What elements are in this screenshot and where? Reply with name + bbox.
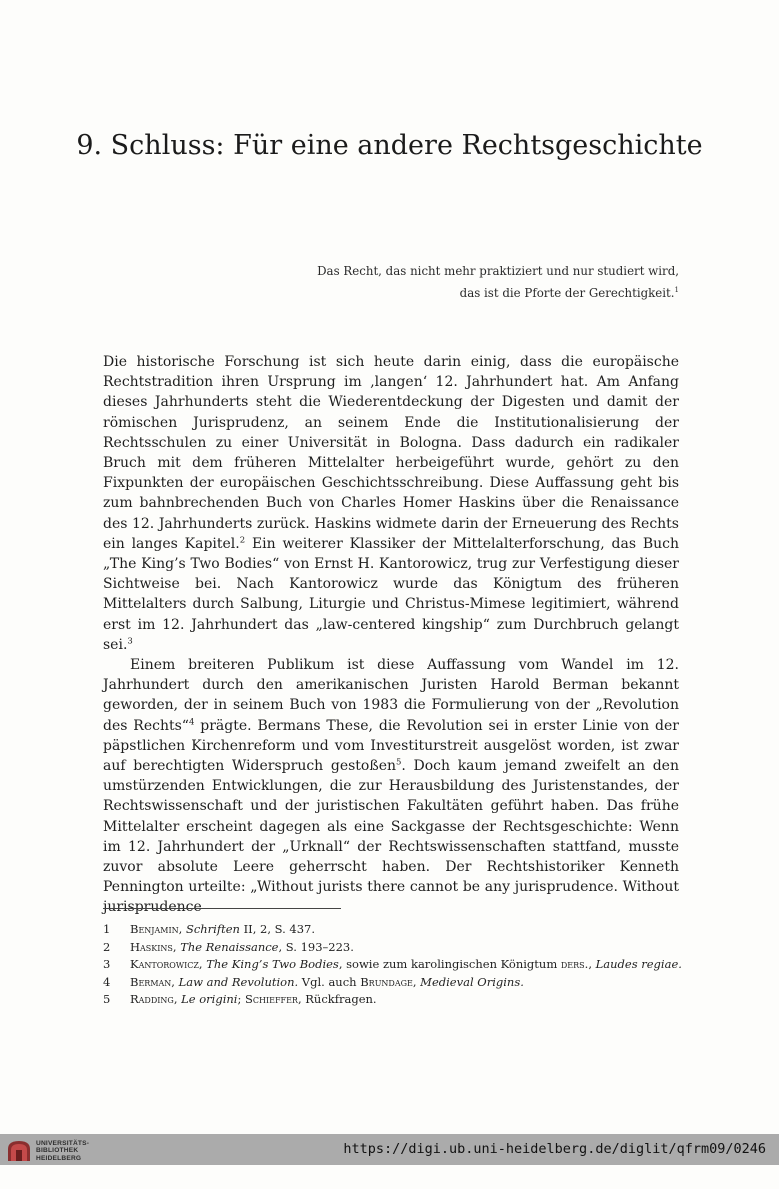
footnote-number: 1: [103, 922, 111, 936]
footnote-number: 4: [103, 974, 111, 989]
footnote-title: Le origini: [181, 992, 238, 1006]
footnote-ref[interactable]: 3: [127, 636, 133, 647]
footnote-author: Schieffer: [245, 992, 298, 1006]
footnote-title: The King’s Two Bodies: [206, 957, 339, 971]
footnote-title: The Renaissance: [180, 939, 279, 954]
footnote: 5 Radding, Le origini; Schieffer, Rückfragen.: [103, 991, 693, 1009]
footnote-author: Brundage: [360, 974, 413, 989]
source-url[interactable]: https://digi.ub.uni-heidelberg.de/diglit/qfrm09/0246: [343, 1141, 766, 1157]
footnote-author: Radding: [130, 992, 174, 1006]
footnote: 4 Berman, Law and Revolution. Vgl. auch Brundage, Medieval Origins.: [103, 974, 693, 992]
footnote: 2 Haskins, The Renaissance, S. 193–223.: [103, 939, 693, 957]
footnote: 1 Benjamin, Schriften II, 2, S. 437.: [103, 921, 693, 939]
footnote-title: Schriften: [185, 922, 240, 936]
footnote-ref[interactable]: 5: [396, 757, 402, 768]
footnote: 3 Kantorowicz, The King’s Two Bodies, sowie zum karolingischen Königtum ders., Laudes regiae.: [103, 956, 693, 974]
logo-text-line-1: UNIVERSITÄTS-: [36, 1139, 90, 1147]
body-text: [103, 352, 679, 918]
footnote-title: Law and Revolution.: [178, 974, 299, 989]
epigraph: [317, 262, 679, 303]
footnote-number: 3: [103, 957, 111, 971]
footnote-author: Benjamin: [130, 922, 179, 936]
footnote-author: Haskins: [130, 939, 173, 954]
logo-text-line-3: HEIDELBERG: [36, 1154, 82, 1162]
footnote-ref[interactable]: 1: [674, 286, 679, 294]
paragraph-2: Einem breiteren Publikum ist diese Auffassung vom Wandel im 12. Jahrhundert durch den amerikanischen Juristen Harold Berman bekannt geworden, der in seinem Buch von 1983 die Formulierung von der „Revolution des Rechts“$^4$ prägte. Bermans These, die Revolution sei in erster Linie von der päpstlichen Kirchenreform und vom Investiturstreit ausgelöst worden, ist zwar auf berechtigten Widerspruch gestoßen$^5$. Doch kaum jemand zweifelt an den umstürzenden Entwicklungen, die zur Herausbildung des Juristenstandes, der Rechtswissenschaft und der juristischen Fakultäten geführt haben. Das frühe Mittelalter erscheint dagegen als eine Sackgasse der Rechtsgeschichte: Wenn im 12. Jahrhundert der „Urknall“ der Rechtswissenschaften stattfand, musste zuvor absolute Leere geherrscht haben. Der Rechtshistoriker Kenneth Pennington urteilte: „Without jurists there cannot be any jurisprudence. Without jurisprudence: [103, 657, 679, 916]
footnote-number: 5: [103, 992, 111, 1006]
footnote-ref[interactable]: 4: [188, 717, 195, 727]
epigraph-line-1: Das Recht, das nicht mehr praktiziert und nur studiert wird,: [317, 264, 679, 278]
footnote-title: Laudes regiae.: [595, 957, 682, 971]
footnote-title: Medieval Origins.: [420, 974, 524, 989]
library-logo-icon: [5, 1137, 33, 1165]
footnote-divider: [103, 908, 341, 909]
footnote-number: 2: [103, 939, 111, 954]
library-logo[interactable]: [5, 1137, 89, 1165]
footnotes: [103, 921, 693, 1009]
page-title: 9. Schluss: Für eine andere Rechtsgeschichte: [76, 130, 703, 161]
epigraph-line-2: das ist die Pforte der Gerechtigkeit.$^1$: [459, 285, 679, 300]
logo-text-line-2: BIBLIOTHEK: [36, 1147, 79, 1155]
footnote-author: Kantorowicz: [130, 957, 199, 971]
paragraph-1: Die historische Forschung ist sich heute darin einig, dass die europäische Rechtstradition ihren Ursprung im ‚langen‘ 12. Jahrhundert hat. Am Anfang dieses Jahrhunderts steht die Wiederentdeckung der Digesten und damit der römischen Jurisprudenz, an seinem Ende die Institutionalisierung der Rechtsschulen zu einer Universität in Bologna. Dass dadurch ein radikaler Bruch mit dem früheren Mittelalter herbeigeführt wurde, gehört zu den Fixpunkten der europäischen Geschichtsschreibung. Diese Auffassung geht bis zum bahnbrechenden Buch von Charles Homer Haskins über die Renaissance des 12. Jahrhunderts zurück. Haskins widmete darin der Erneuerung des Rechts ein langes Kapitel.$^2$ Ein weiterer Klassiker der Mittelalterforschung, das Buch „The King’s Two Bodies“ von Ernst H. Kantorowicz, trug zur Verfestigung dieser Sichtweise bei. Nach Kantorowicz wurde das Königtum des früheren Mittelalters durch Salbung, Liturgie und Christus-Mimese legitimiert, während erst im 12. Jahrhundert das „law-centered kingship“ zum Durchbruch gelangt sei.$^3$: [103, 354, 679, 653]
footnote-author: Berman: [130, 974, 172, 989]
footnote-ref[interactable]: 2: [239, 535, 246, 546]
